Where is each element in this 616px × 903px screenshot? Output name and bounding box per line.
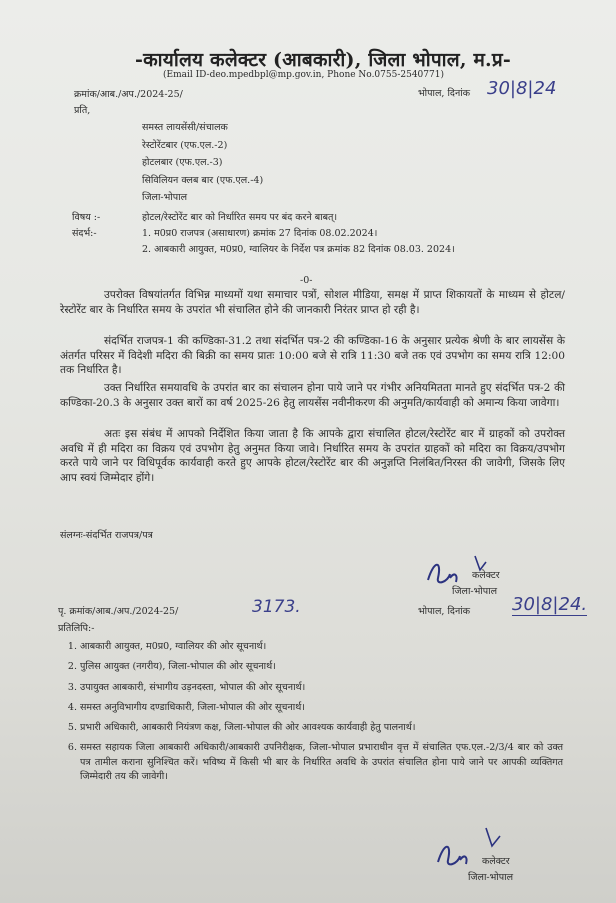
endorsement-handwritten-date: 30|8|24. [512, 594, 588, 615]
reference-label: संदर्भ:- [72, 228, 97, 239]
reference-item-2: 2. आबकारी आयुक्त, म0प्र0, ग्वालियर के निर्देश पत्र क्रमांक 82 दिनांक 08.03. 2024। [142, 244, 455, 255]
signatory-district: जिला-भोपाल [452, 586, 498, 597]
addressee-block [142, 119, 263, 207]
enclosure-line: संलग्नः-संदर्भित राजपत्र/पत्र [60, 530, 153, 541]
signatory-designation: कलेक्टर [472, 570, 500, 581]
copy-list-item: 6. समस्त सहायक जिला आबकारी अधिकारी/आबकारी उपनिरीक्षक, जिला-भोपाल प्रभाराधीन वृत्त में संचालित एफ.एल.-2/3/4 बार को उक्त पत्र तामील कराना सुनिश्चित करें। भविष्य में किसी भी बार के निर्धारित अवधि के उपरांत संचालित होना पाये जाने पर आपकी व्यक्तिगत जिम्मेदारी तय की जावेगी। [80, 741, 563, 784]
copy-list-item: 2. पुलिस आयुक्त (नगरीय), जिला-भोपाल की ओर सूचनार्थ। [80, 660, 563, 674]
to-label: प्रति, [74, 105, 91, 116]
handwritten-date: 30|8|24 [487, 78, 557, 99]
addressee-line: जिला-भोपाल [142, 192, 188, 203]
signatory-designation: कलेक्टर [482, 856, 510, 867]
paragraph-4: अतः इस संबंध में आपको निर्देशित किया जाता है कि आपके द्वारा संचालित होटल/रेस्टोरेंट बार में ग्राहकों को उपरोक्त अवधि में ही मदिरा का विक्रय एवं उपभोग हेतु अनुमत किया जावे। निर्धारित समय के उपरांत ग्राहकों को मदिरा का विक्रय/उपभोग करते पाये जाने पर विधिपूर्वक कार्यवाही करते हुए आपके होटल/रेस्टोरेंट बार की अनुज्ञप्ति निलंबित/निरस्त की जावेगी, जिसके लिए आप स्वयं जिम्मेदार होंगे। [60, 428, 565, 484]
separator: -0- [300, 275, 313, 286]
addressee-line: होटलबार (एफ.एल.-3) [142, 157, 223, 168]
paragraph-3: उक्त निर्धारित समयावधि के उपरांत बार का संचालन होना पाये जाने पर गंभीर अनियमितता मानते हुए संदर्भित पत्र-2 की कण्डिका-20.3 के अनुसार उक्त बारों का वर्ष 2025-26 हेतु लायसेंस नवीनीकरण की अनुमति/कार्यवाही को अमान्य किया जावेगा। [60, 382, 565, 409]
copy-list [58, 640, 563, 790]
paragraph-1: उपरोक्त विषयांतर्गत विभिन्न माध्यमों यथा समाचार पत्रों, सोशल मीडिया, समक्ष में प्राप्त शिकायतों के माध्यम से होटल/रेस्टोरेंट बार के निर्धारित समय के उपरांत भी संचालित होने की जानकारी निरंतर प्राप्त हो रही है। [60, 289, 565, 316]
place-date-label: भोपाल, दिनांक [418, 88, 471, 99]
handwritten-dispatch-number: 3173. [252, 597, 301, 617]
copy-to-label: प्रतिलिपि:- [58, 623, 95, 634]
reference-number: क्रमांक/आब./अप./2024-25/ [74, 89, 183, 100]
endorsement-reference: पृ. क्रमांक/आब./अप./2024-25/ [58, 606, 179, 617]
copy-list-item: 1. आबकारी आयुक्त, म0प्र0, ग्वालियर की ओर सूचनार्थ। [80, 640, 563, 654]
endorsement-place-date-label: भोपाल, दिनांक [418, 606, 471, 617]
subject-label: विषय :- [72, 212, 101, 223]
office-title: -कार्यालय कलेक्टर (आबकारी), जिला भोपाल, म.प्र- [135, 49, 511, 71]
subject-text: होटल/रेस्टोरेंट बार को निर्धारित समय पर बंद करने बाबत्। [142, 212, 338, 223]
signatory-district: जिला-भोपाल [468, 872, 514, 883]
contact-line: (Email ID-deo.mpedbpl@mp.gov.in, Phone No.0755-2540771) [163, 70, 444, 80]
copy-list-item: 4. समस्त अनुविभागीय दण्डाधिकारी, जिला-भोपाल की ओर सूचनार्थ। [80, 701, 563, 715]
copy-list-item: 3. उपायुक्त आबकारी, संभागीय उड़नदस्ता, भोपाल की ओर सूचनार्थ। [80, 681, 563, 695]
addressee-line: समस्त लायसेंसी/संचालक [142, 122, 228, 133]
paragraph-2: संदर्भित राजपत्र-1 की कण्डिका-31.2 तथा संदर्भित पत्र-2 की कण्डिका-16 के अनुसार प्रत्येक श्रेणी के बार लायसेंस के अंतर्गत परिसर में विदेशी मदिरा की बिक्री का समय प्रातः 10:00 बजे से रात्रि 11:30 बजे तक एवं उपभोग का समय रात्रि 12:00 तक निर्धारित है। [60, 335, 565, 377]
addressee-line: रेस्टोरेंटबार (एफ.एल.-2) [142, 139, 228, 151]
reference-item-1: 1. म0प्र0 राजपत्र (असाधारण) क्रमांक 27 दिनांक 08.02.2024। [142, 228, 378, 239]
addressee-line: सिविलियन क्लब बार (एफ.एल.-4) [142, 174, 264, 186]
copy-list-item: 5. प्रभारी अधिकारी, आबकारी नियंत्रण कक्ष, जिला-भोपाल की ओर आवश्यक कार्यवाही हेतु पालनार्थ। [80, 721, 563, 735]
